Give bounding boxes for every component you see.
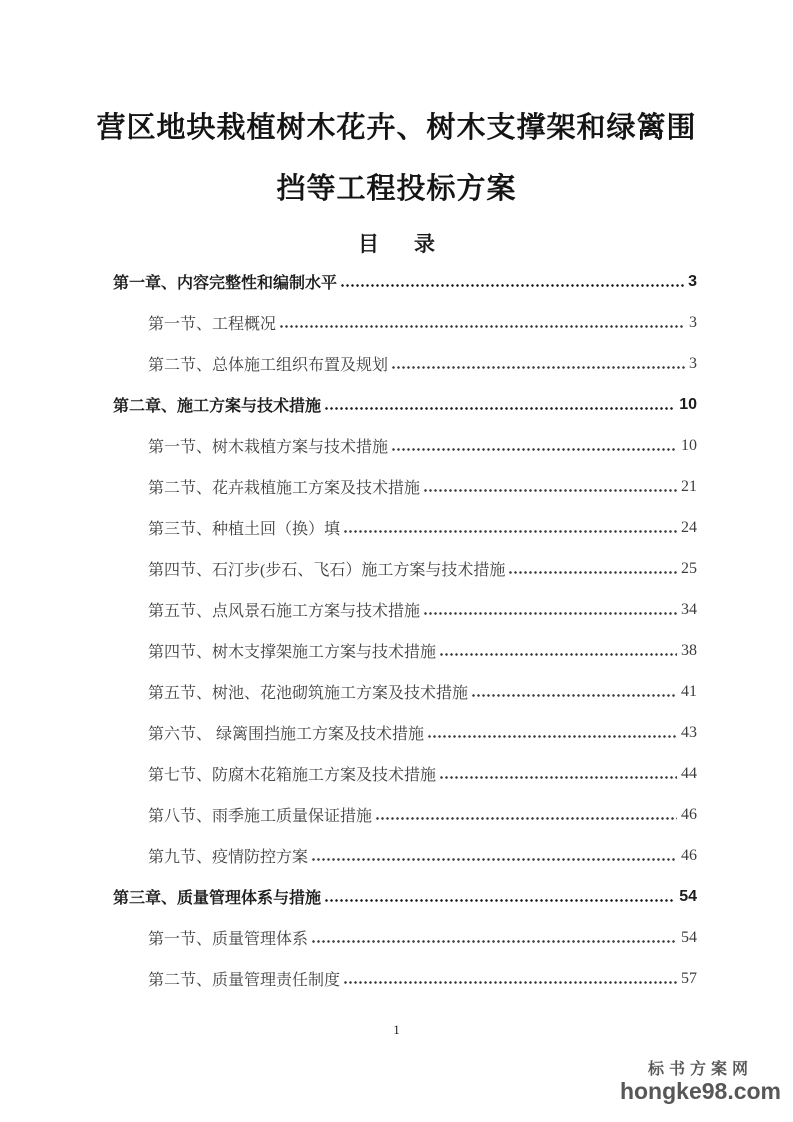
watermark-site-url: hongke98.com bbox=[619, 1077, 781, 1104]
toc-entry-page-number: 57 bbox=[681, 969, 697, 987]
toc-dot-leader bbox=[391, 425, 677, 466]
footer-page-number: 1 bbox=[393, 1022, 400, 1037]
toc-entry-page-number: 3 bbox=[688, 272, 697, 290]
toc-dot-leader bbox=[311, 917, 677, 958]
watermark bbox=[620, 1062, 781, 1103]
toc-entry-label: 第七节、防腐木花箱施工方案及技术措施 bbox=[148, 767, 437, 784]
toc-dot-leader bbox=[471, 671, 677, 712]
toc-entry-page-number: 43 bbox=[681, 723, 697, 741]
toc-entry-label: 第一章、内容完整性和编制水平 bbox=[113, 275, 338, 292]
toc-dot-leader bbox=[343, 507, 677, 548]
toc-entry bbox=[113, 589, 697, 630]
toc-entry bbox=[113, 343, 697, 384]
toc-dot-leader bbox=[324, 876, 675, 917]
toc-entry bbox=[113, 384, 697, 425]
toc-dot-leader bbox=[439, 630, 677, 671]
document-title bbox=[0, 98, 793, 220]
toc-entry bbox=[113, 835, 697, 876]
toc-entry-label: 第九节、疫情防控方案 bbox=[148, 849, 309, 866]
toc-entry-page-number: 21 bbox=[681, 477, 697, 495]
toc-entry bbox=[113, 917, 697, 958]
toc-entry-page-number: 10 bbox=[681, 436, 697, 454]
document-title-line1: 营区地块栽植树木花卉、树木支撑架和绿篱围 bbox=[96, 112, 697, 144]
toc-dot-leader bbox=[279, 302, 685, 343]
toc-entry-page-number: 46 bbox=[681, 846, 697, 864]
toc-entry-label: 第六节、 绿篱围挡施工方案及技术措施 bbox=[148, 726, 425, 743]
toc-entry-label: 第五节、点风景石施工方案与技术措施 bbox=[148, 603, 421, 620]
toc-entry-page-number: 3 bbox=[689, 354, 697, 372]
toc-entry-label: 第一节、工程概况 bbox=[148, 316, 277, 333]
toc-dot-leader bbox=[427, 712, 677, 753]
toc-entry-label: 第八节、雨季施工质量保证措施 bbox=[148, 808, 373, 825]
toc-dot-leader bbox=[311, 835, 677, 876]
toc-entry-label: 第二节、质量管理责任制度 bbox=[148, 972, 341, 989]
toc-dot-leader bbox=[340, 261, 684, 302]
toc-entry bbox=[113, 671, 697, 712]
toc-dot-leader bbox=[391, 343, 685, 384]
toc-entry-label: 第五节、树池、花池砌筑施工方案及技术措施 bbox=[148, 685, 469, 702]
toc-entry bbox=[113, 261, 697, 302]
toc-entry bbox=[113, 712, 697, 753]
toc-entry-page-number: 46 bbox=[681, 805, 697, 823]
toc-entry bbox=[113, 630, 697, 671]
toc-entry-page-number: 10 bbox=[679, 395, 697, 413]
toc-entry bbox=[113, 958, 697, 999]
toc-entry bbox=[113, 548, 697, 589]
toc-entry-label: 第二节、总体施工组织布置及规划 bbox=[148, 357, 389, 374]
toc-entry-label: 第一节、树木栽植方案与技术措施 bbox=[148, 439, 389, 456]
toc-entry-label: 第一节、质量管理体系 bbox=[148, 931, 309, 948]
toc-entry bbox=[113, 507, 697, 548]
toc-entry-page-number: 54 bbox=[679, 887, 697, 905]
toc-dot-leader bbox=[423, 466, 677, 507]
toc-entry-label: 第三节、种植土回（换）填 bbox=[148, 521, 341, 538]
toc-entry-page-number: 34 bbox=[681, 600, 697, 618]
toc-entry bbox=[113, 302, 697, 343]
toc-entry-page-number: 41 bbox=[681, 682, 697, 700]
document-title-line2: 挡等工程投标方案 bbox=[276, 173, 517, 205]
toc-dot-leader bbox=[343, 958, 677, 999]
toc-entry-label: 第三章、质量管理体系与措施 bbox=[113, 890, 322, 907]
toc-entry-page-number: 3 bbox=[689, 313, 697, 331]
toc-dot-leader bbox=[324, 384, 675, 425]
toc-entry bbox=[113, 753, 697, 794]
toc-dot-leader bbox=[375, 794, 677, 835]
toc-dot-leader bbox=[423, 589, 677, 630]
toc-entry-label: 第四节、树木支撑架施工方案与技术措施 bbox=[148, 644, 437, 661]
toc-entry-page-number: 54 bbox=[681, 928, 697, 946]
toc-entry bbox=[113, 425, 697, 466]
toc-dot-leader bbox=[439, 753, 677, 794]
toc-entry-page-number: 25 bbox=[681, 559, 697, 577]
toc-entry-page-number: 24 bbox=[681, 518, 697, 536]
toc-entry-label: 第二章、施工方案与技术措施 bbox=[113, 398, 322, 415]
toc-entry-label: 第二节、花卉栽植施工方案及技术措施 bbox=[148, 480, 421, 497]
toc-dot-leader bbox=[508, 548, 677, 589]
toc-heading: 目 录 bbox=[357, 233, 435, 256]
toc-entry-page-number: 38 bbox=[681, 641, 697, 659]
toc-entry bbox=[113, 466, 697, 507]
toc-entry-label: 第四节、石汀步(步石、飞石）施工方案与技术措施 bbox=[148, 562, 506, 579]
toc-entry bbox=[113, 876, 697, 917]
toc-entry-page-number: 44 bbox=[681, 764, 697, 782]
toc-entry bbox=[113, 794, 697, 835]
toc-list bbox=[113, 261, 697, 999]
watermark-site-name: 标书方案网 bbox=[647, 1061, 753, 1078]
